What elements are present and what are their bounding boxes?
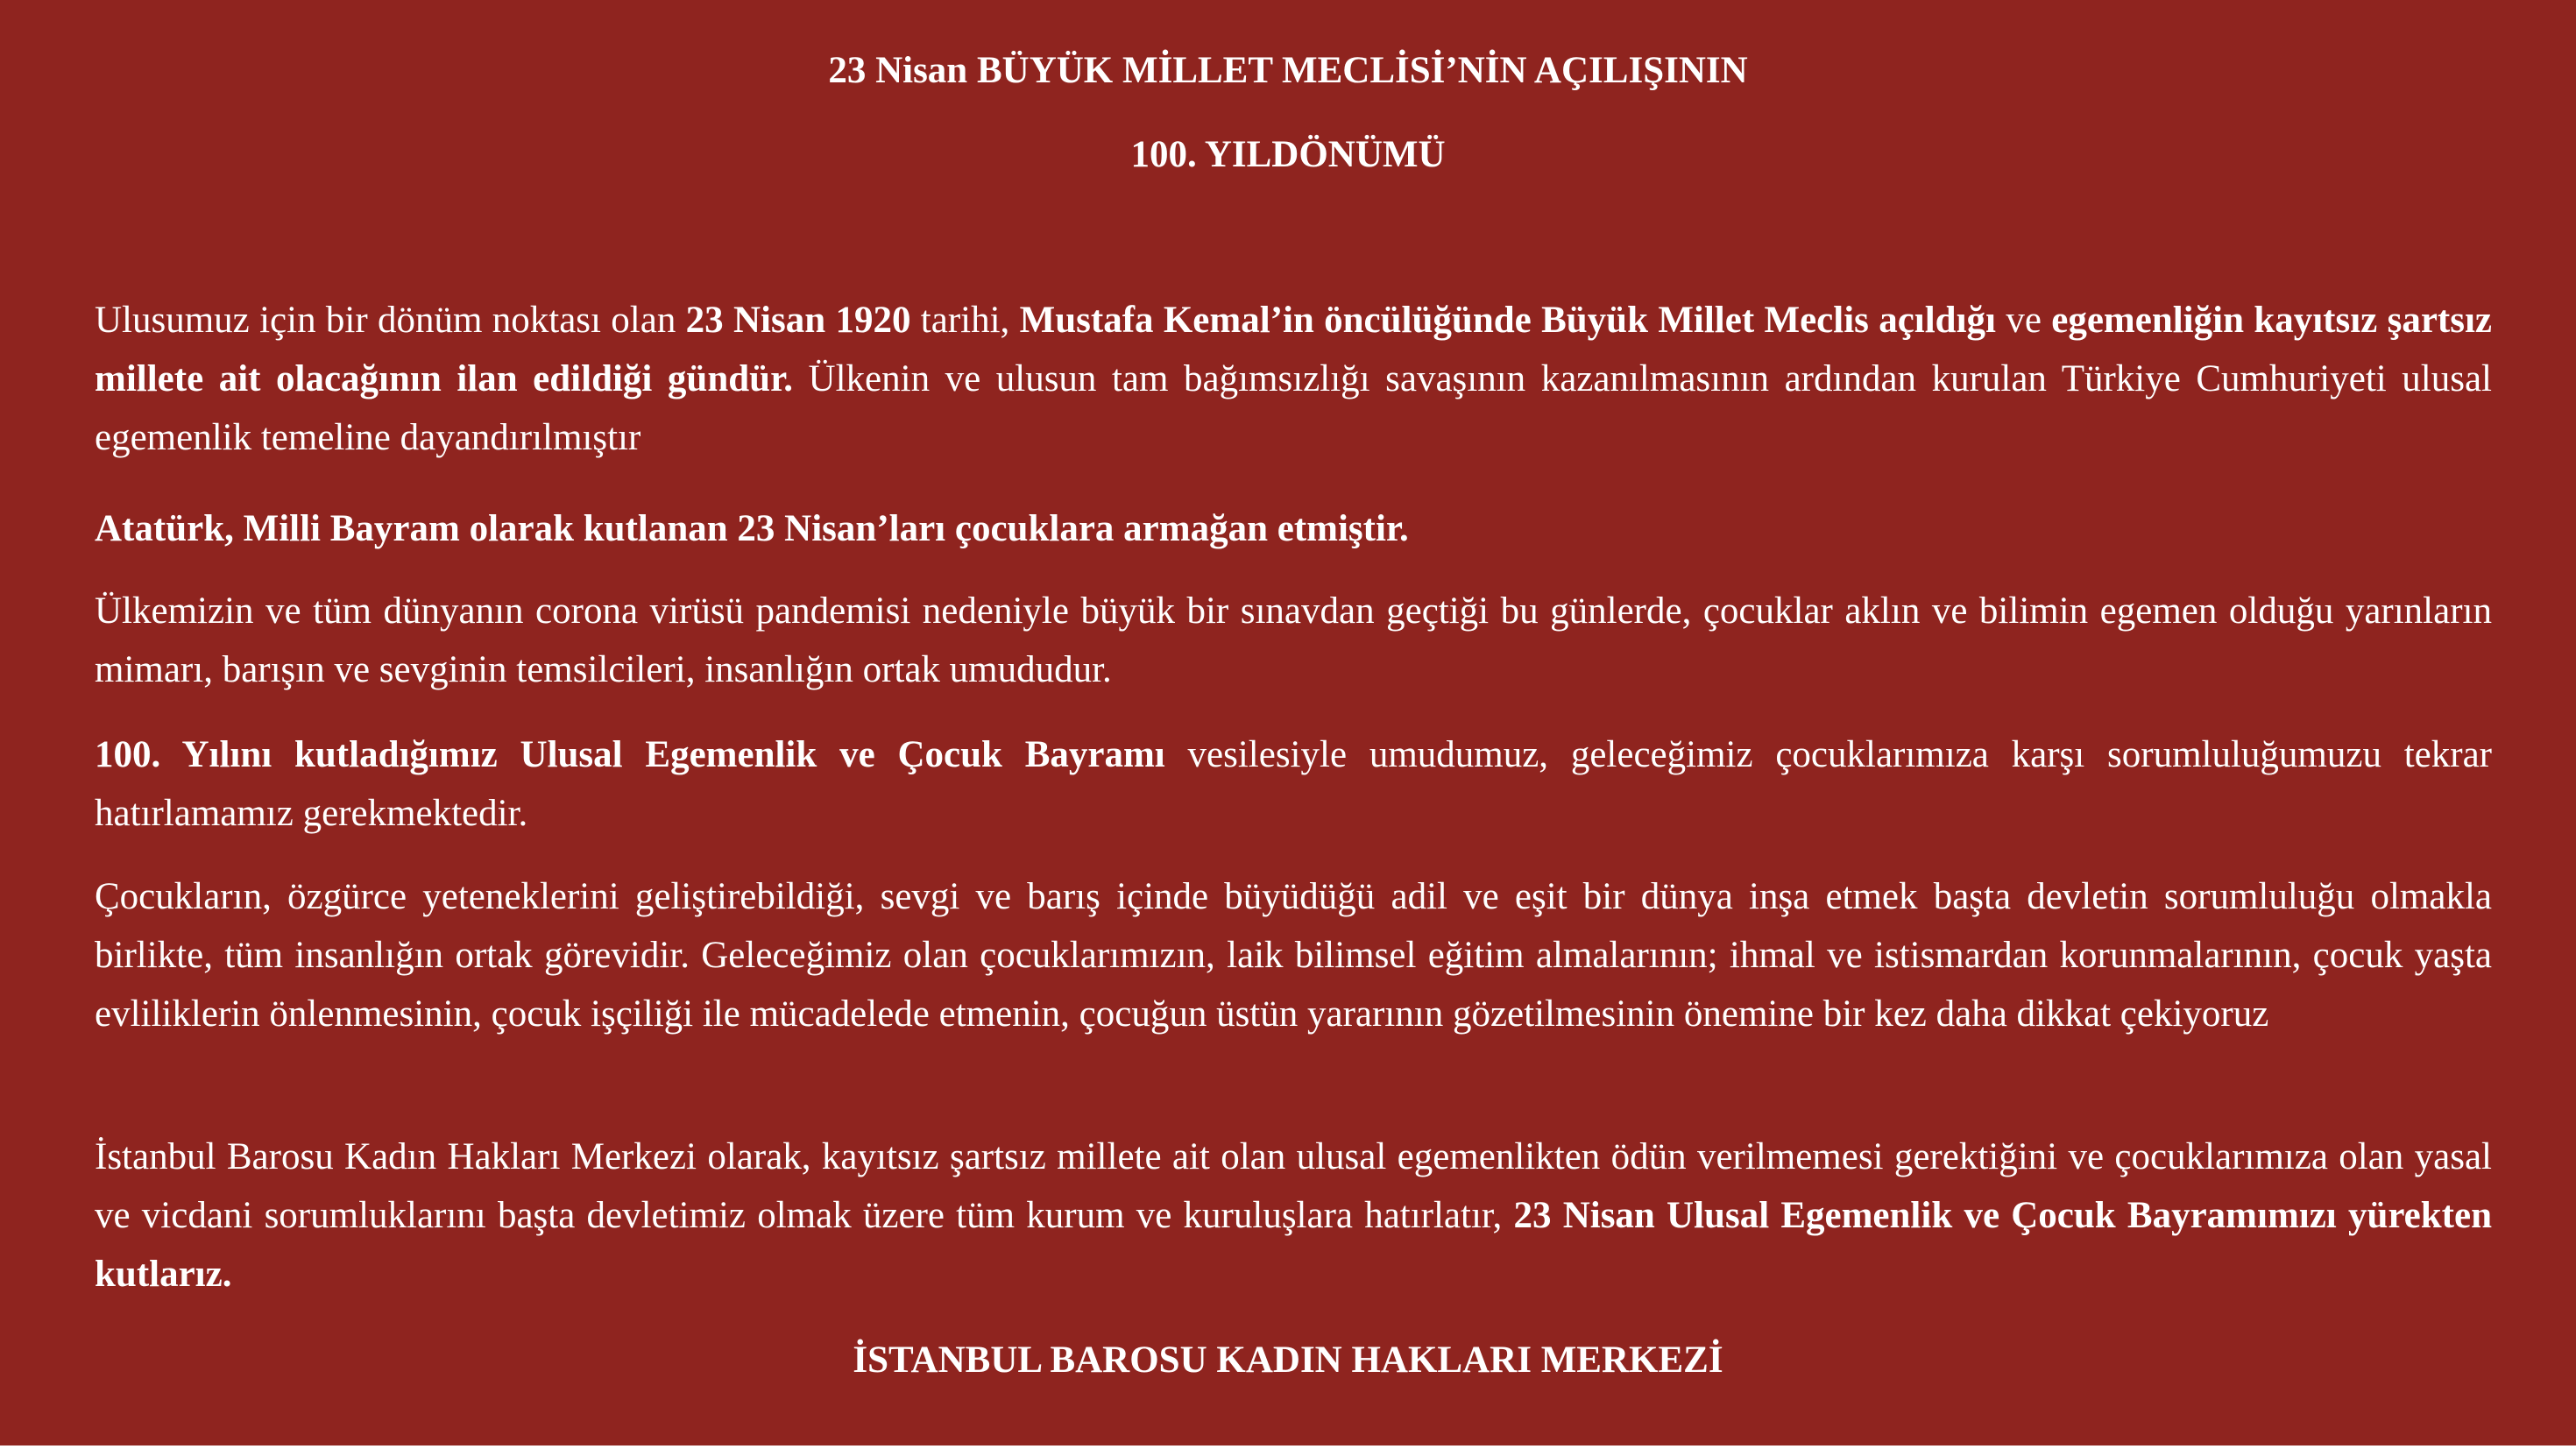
- p1-bold-date: 23 Nisan 1920: [685, 300, 911, 341]
- signature: İSTANBUL BAROSU KADIN HAKLARI MERKEZİ: [853, 1339, 1723, 1381]
- p4-bold: 100. Yılını kutladığımız Ulusal Egemenlik ve Çocuk Bayramı: [95, 734, 1165, 775]
- paragraph-bar-association: [95, 1127, 2492, 1304]
- bottom-border: [0, 1445, 2576, 1449]
- paragraph-children-rights: [95, 867, 2492, 1043]
- p4-text: vesilesiyle umudumuz, geleceğimiz çocuklarımıza karşı sorumluluğumuzu tekrar hatırlamamız gerekmektedir.: [95, 734, 2492, 834]
- p1-bold-sovereignty: egemenliğin kayıtsız şartsız millete ait olacağının ilan edildiği gündür.: [95, 300, 2493, 399]
- title-line-2: 100. YILDÖNÜMÜ: [1130, 134, 1446, 175]
- title-line-1: 23 Nisan BÜYÜK MİLLET MECLİSİ’NİN AÇILIŞININ: [828, 50, 1748, 91]
- paragraph-ataturk-gift: [95, 499, 2492, 558]
- p5-text: Çocukların, özgürce yeteneklerini geliştirebildiği, sevgi ve barış içinde büyüdüğü adil ve eşit bir dünya inşa etmek başta devletin sorumluluğu olmakla birlikte, tüm insanlığın ortak görevidir. Geleceğimiz olan çocuklarımızın, laik bilimsel eğitim almalarının; ihmal ve istismardan korunmalarının, çocuk yaşta evliliklerin önlenmesinin, çocuk işçiliği ile mücadelede etmenin, çocuğun üstün yararının gözetilmesinin önemine bir kez daha dikkat çekiyoruz: [95, 876, 2492, 1035]
- paragraph-pandemic: [95, 582, 2492, 699]
- p6-text: İstanbul Barosu Kadın Hakları Merkezi olarak, kayıtsız şartsız millete ait olan ulusal egemenlikten ödün verilmemesi gerektiğini ve çocuklarımıza olan yasal ve vicdani sorumluklarını başta devletimiz olmak üzere tüm kurum ve kuruluşlara hatırlatır,: [95, 1136, 2492, 1236]
- paragraph-sovereignty-history: [95, 291, 2492, 467]
- p1-text-3: ve: [1996, 300, 2052, 341]
- p1-bold-assembly: Mustafa Kemal’in öncülüğünde Büyük Millet Meclis açıldığı: [1019, 300, 1996, 341]
- p2-bold: Atatürk, Milli Bayram olarak kutlanan 23 Nisan’ları çocuklara armağan etmiştir.: [95, 508, 1409, 549]
- p6-bold-celebration: 23 Nisan Ulusal Egemenlik ve Çocuk Bayramımızı yürekten kutlarız.: [95, 1195, 2492, 1295]
- paragraph-100th-year: [95, 725, 2492, 843]
- p1-text-4: Ülkenin ve ulusun tam bağımsızlığı savaşının kazanılmasının ardından kurulan Türkiye Cumhuriyeti ulusal egemenlik temeline dayandırılmıştır: [95, 358, 2492, 458]
- p3-text: Ülkemizin ve tüm dünyanın corona virüsü pandemisi nedeniyle büyük bir sınavdan geçtiği bu günlerde, çocuklar aklın ve bilimin egemen olduğu yarınların mimarı, barışın ve sevginin temsilcileri, insanlığın ortak umududur.: [95, 590, 2492, 690]
- p1-text-2: tarihi,: [910, 300, 1020, 341]
- p1-text-1: Ulusumuz için bir dönüm noktası olan: [95, 300, 686, 341]
